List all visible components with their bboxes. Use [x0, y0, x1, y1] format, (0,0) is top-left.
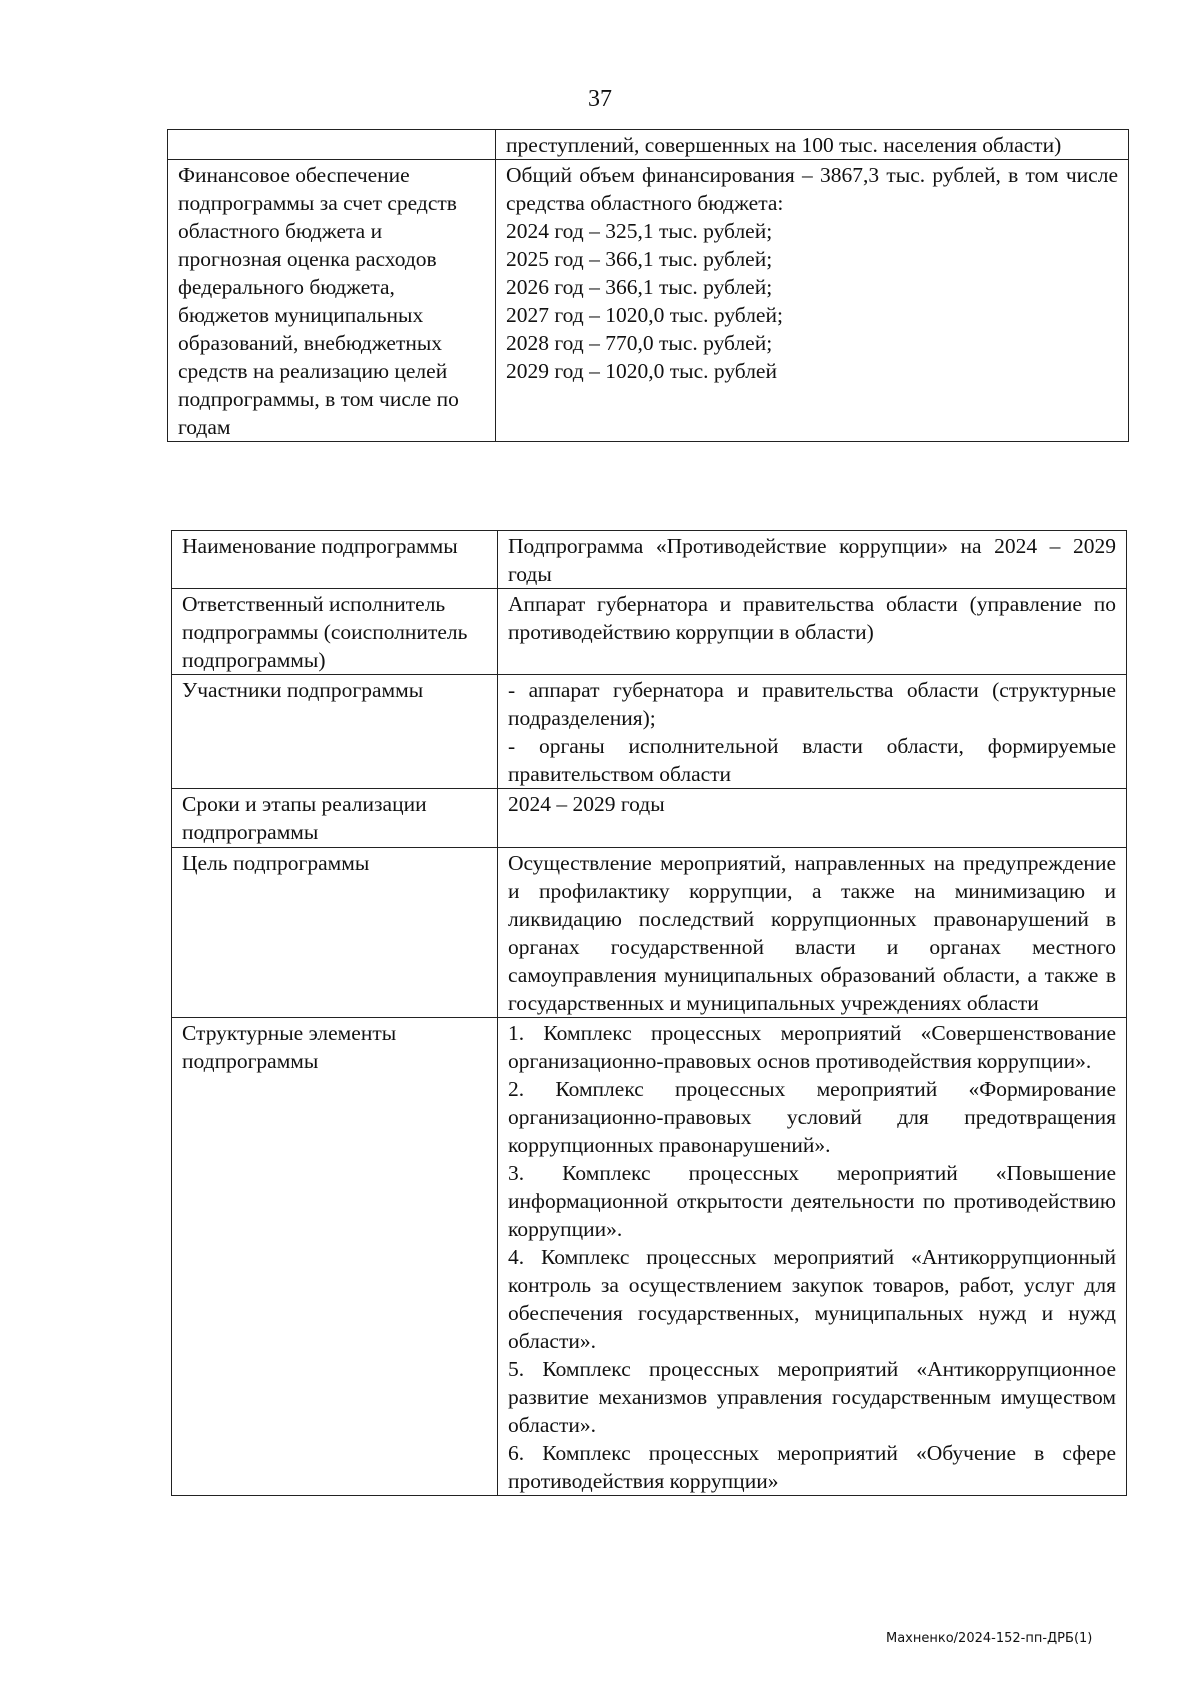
financing-total: Общий объем финансирования – 3867,3 тыс. рублей, в том числе средства областного бюджета:	[506, 163, 1118, 215]
row-label: Ответственный исполнитель подпрограммы (соисполнитель подпрограммы)	[172, 589, 498, 675]
row-label: Структурные элементы подпрограммы	[172, 1018, 498, 1496]
structural-element-item: 3. Комплекс процессных мероприятий «Повышение информационной открытости деятельности по противодействию коррупции».	[508, 1161, 1116, 1241]
row-label: Наименование подпрограммы	[172, 531, 498, 589]
row-value: Аппарат губернатора и правительства области (управление по противодействию коррупции в области)	[498, 589, 1127, 675]
table-row	[168, 160, 1129, 442]
subprogram-passport-table	[171, 530, 1127, 1496]
structural-element-item: 6. Комплекс процессных мероприятий «Обучение в сфере противодействия коррупции»	[508, 1441, 1116, 1493]
row-value: Осуществление мероприятий, направленных на предупреждение и профилактику коррупции, а также на минимизацию и ликвидацию последствий коррупционных правонарушений в органах государственной власти и органах местного самоуправления муниципальных образований области, а также в государственных и муниципальных учреждениях области	[498, 848, 1127, 1018]
financing-year: 2029 год – 1020,0 тыс. рублей	[506, 359, 777, 383]
financing-year: 2028 год – 770,0 тыс. рублей;	[506, 331, 773, 355]
financing-table	[167, 129, 1129, 442]
page-number: 37	[588, 86, 612, 112]
financing-year: 2024 год – 325,1 тыс. рублей;	[506, 219, 773, 243]
row-label: Сроки и этапы реализации подпрограммы	[172, 789, 498, 848]
row-value: Подпрограмма «Противодействие коррупции» на 2024 – 2029 годы	[498, 531, 1127, 589]
row-value	[498, 1018, 1127, 1496]
row-label: Цель подпрограммы	[172, 848, 498, 1018]
participant-item: - аппарат губернатора и правительства области (структурные подразделения);	[508, 678, 1116, 730]
table-row	[172, 789, 1127, 848]
row-label: Финансовое обеспечение подпрограммы за счет средств областного бюджета и прогнозная оценка расходов федерального бюджета, бюджетов муниципальных образований, внебюджетных средств на реализацию целей подпрограммы, в том числе по годам	[168, 160, 496, 442]
row-value	[496, 160, 1129, 442]
row-label	[168, 130, 496, 160]
row-value: 2024 – 2029 годы	[498, 789, 1127, 848]
document-footer-code: Махненко/2024-152-пп-ДРБ(1)	[886, 1631, 1093, 1646]
participant-item: - органы исполнительной власти области, формируемые правительством области	[508, 734, 1116, 786]
structural-element-item: 1. Комплекс процессных мероприятий «Совершенствование организационно-правовых основ противодействия коррупции».	[508, 1021, 1116, 1073]
table-row	[172, 589, 1127, 675]
structural-element-item: 2. Комплекс процессных мероприятий «Формирование организационно-правовых условий для предотвращения коррупционных правонарушений».	[508, 1077, 1116, 1157]
financing-year: 2026 год – 366,1 тыс. рублей;	[506, 275, 773, 299]
financing-year: 2027 год – 1020,0 тыс. рублей;	[506, 303, 783, 327]
table-row	[172, 675, 1127, 789]
structural-element-item: 4. Комплекс процессных мероприятий «Антикоррупционный контроль за осуществлением закупок товаров, работ, услуг для обеспечения государственных, муниципальных нужд и нужд области».	[508, 1245, 1116, 1353]
table-row	[168, 130, 1129, 160]
table-row	[172, 848, 1127, 1018]
structural-element-item: 5. Комплекс процессных мероприятий «Антикоррупционное развитие механизмов управления государственным имуществом области».	[508, 1357, 1116, 1437]
financing-year: 2025 год – 366,1 тыс. рублей;	[506, 247, 773, 271]
row-label: Участники подпрограммы	[172, 675, 498, 789]
table-row	[172, 531, 1127, 589]
row-value: преступлений, совершенных на 100 тыс. населения области)	[496, 130, 1129, 160]
row-value	[498, 675, 1127, 789]
table-row	[172, 1018, 1127, 1496]
